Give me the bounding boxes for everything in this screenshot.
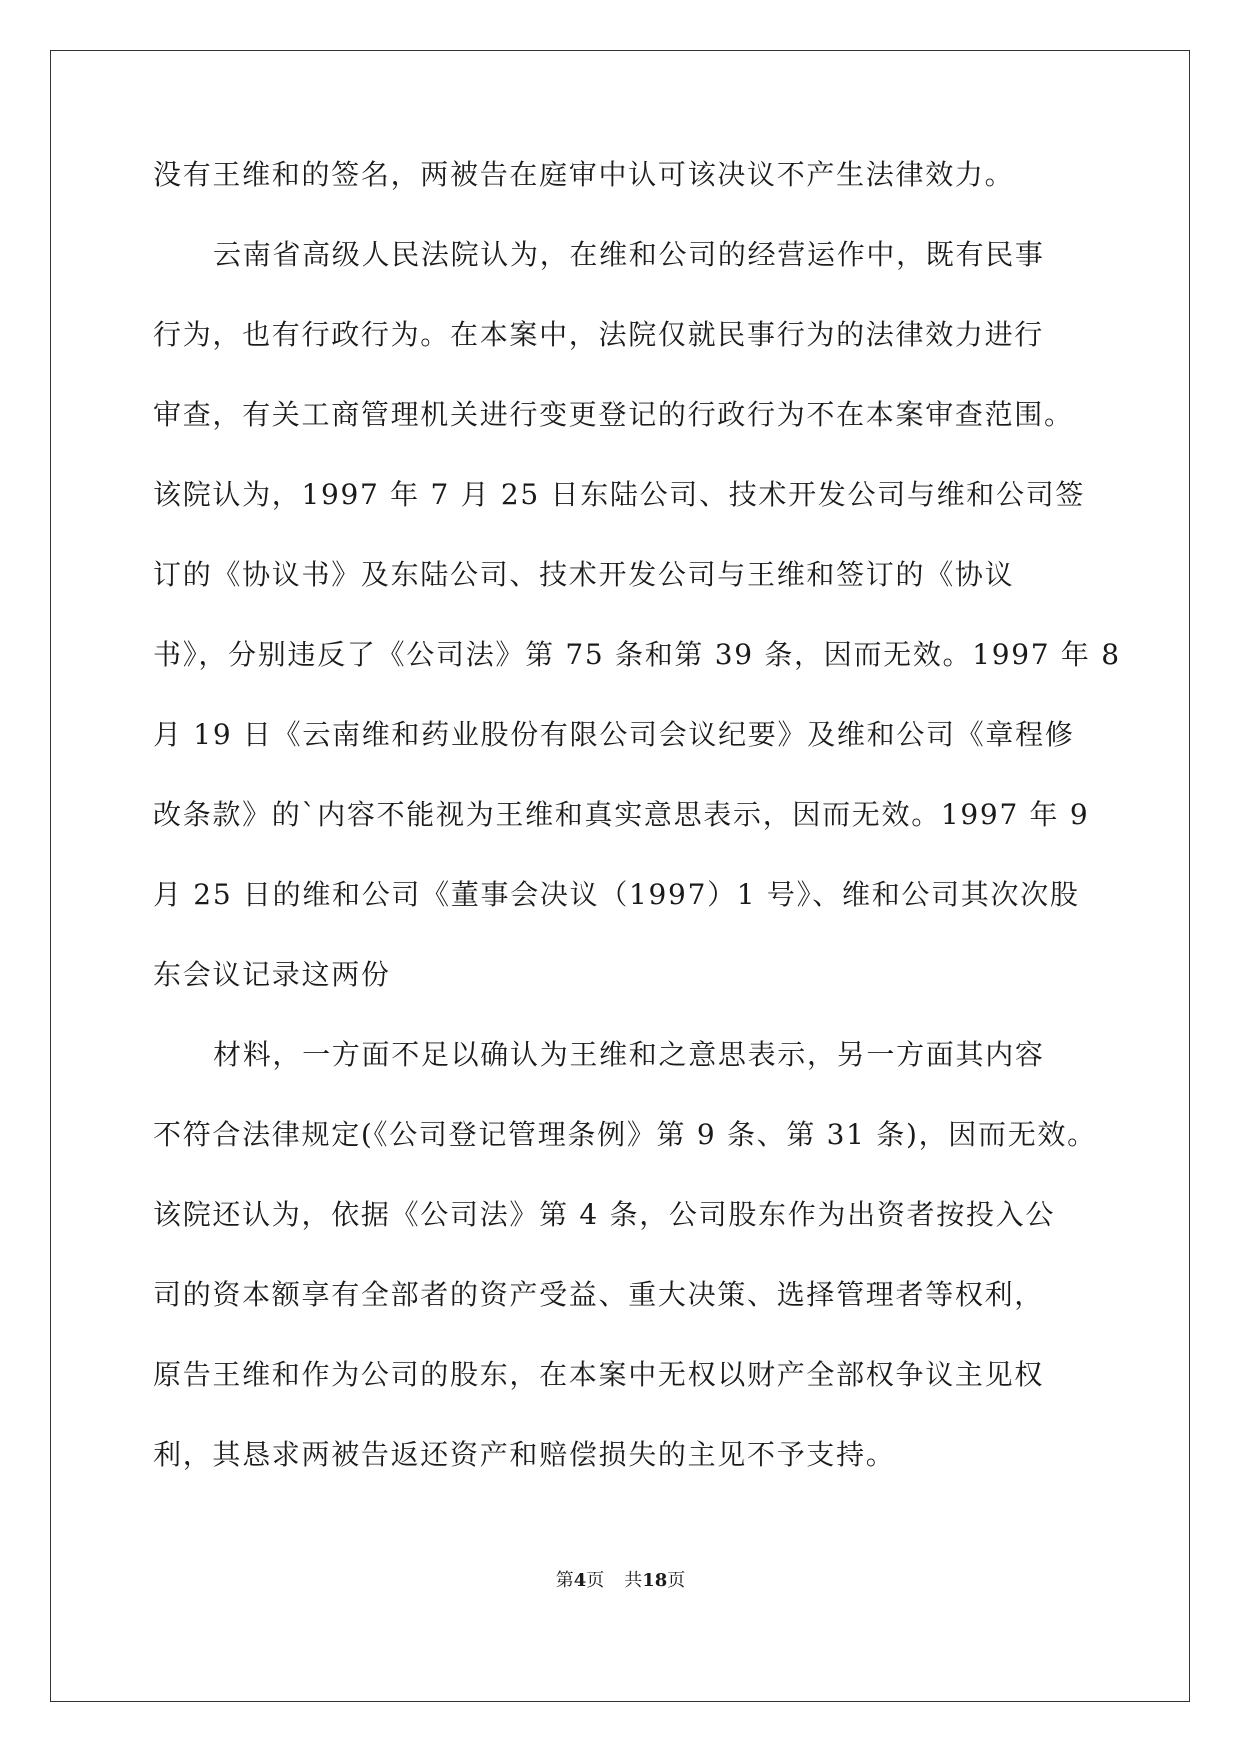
text-line: 书》，分别违反了《公司法》第 75 条和第 39 条，因而无效。1997 年 8 bbox=[153, 638, 1121, 671]
text-line: 该院还认为，依据《公司法》第 4 条，公司股东作为出资者按投入公 bbox=[153, 1198, 1056, 1231]
text-line: 该院认为，1997 年 7 月 25 日东陆公司、技术开发公司与维和公司签 bbox=[153, 478, 1086, 511]
page-suffix: 页 bbox=[586, 1570, 605, 1591]
text-line: 月 25 日的维和公司《董事会决议（1997）1 号》、维和公司其次次股 bbox=[153, 878, 1080, 911]
text-line: 行为，也有行政行为。在本案中，法院仅就民事行为的法律效力进行 bbox=[153, 318, 1045, 351]
text-line: 云南省高级人民法院认为，在维和公司的经营运作中，既有民事 bbox=[213, 238, 1045, 271]
text-line: 利，其恳求两被告返还资产和赔偿损失的主见不予支持。 bbox=[153, 1438, 896, 1471]
text-line: 司的资本额享有全部者的资产受益、重大决策、选择管理者等权利， bbox=[153, 1278, 1045, 1311]
text-line: 订的《协议书》及东陆公司、技术开发公司与王维和签订的《协议 bbox=[153, 558, 1015, 591]
total-suffix: 页 bbox=[667, 1570, 686, 1591]
total-pages: 18 bbox=[642, 1570, 668, 1591]
text-line: 原告王维和作为公司的股东，在本案中无权以财产全部权争议主见权 bbox=[153, 1358, 1045, 1391]
text-line: 审查，有关工商管理机关进行变更登记的行政行为不在本案审查范围。 bbox=[153, 398, 1074, 431]
text-line: 不符合法律规定(《公司登记管理条例》第 9 条、第 31 条)，因而无效。 bbox=[153, 1118, 1097, 1151]
document-body bbox=[153, 158, 1121, 1520]
text-line: 材料，一方面不足以确认为王维和之意思表示，另一方面其内容 bbox=[213, 1038, 1045, 1071]
text-line: 月 19 日《云南维和药业股份有限公司会议纪要》及维和公司《章程修 bbox=[153, 718, 1075, 751]
page-footer bbox=[0, 1570, 1241, 1592]
text-line: 东会议记录这两份 bbox=[153, 958, 391, 991]
total-prefix: 共 bbox=[624, 1570, 643, 1591]
text-line: 没有王维和的签名，两被告在庭审中认可该决议不产生法律效力。 bbox=[153, 158, 1015, 191]
text-line: 改条款》的`内容不能视为王维和真实意思表示，因而无效。1997 年 9 bbox=[153, 798, 1090, 831]
page-number: 4 bbox=[573, 1570, 587, 1591]
page-prefix: 第 bbox=[555, 1570, 574, 1591]
